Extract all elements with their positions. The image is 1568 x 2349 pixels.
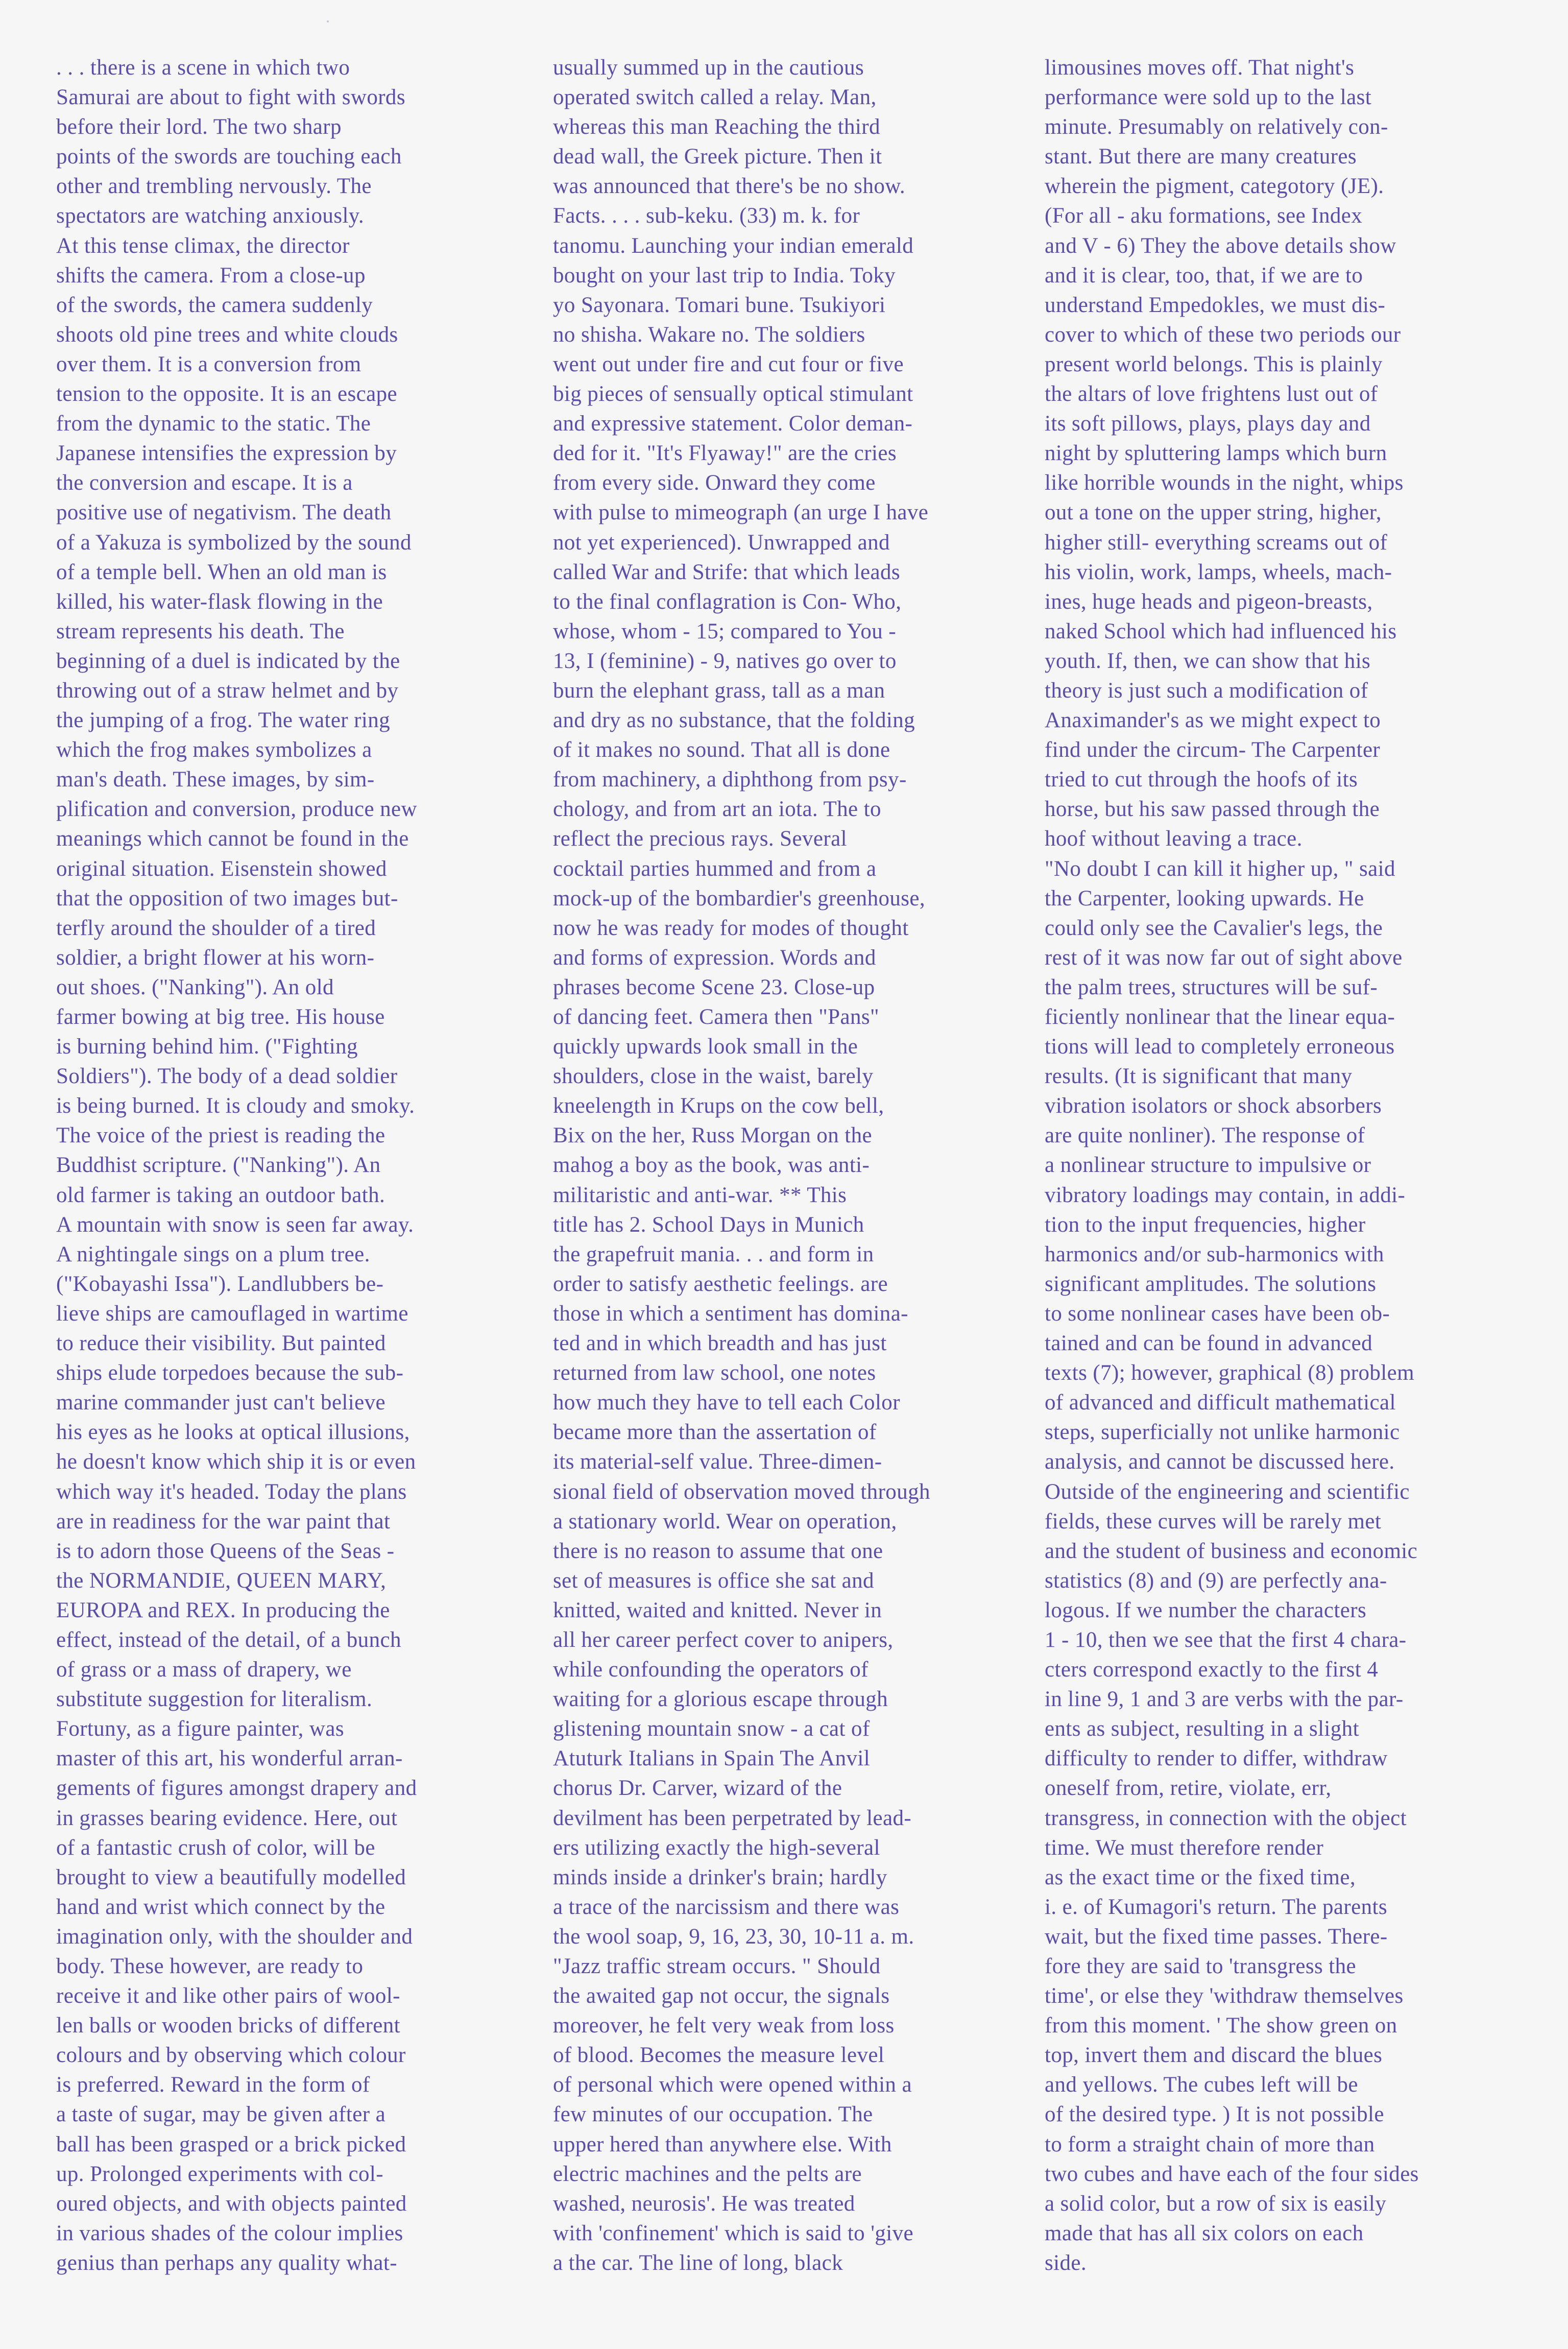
text-line: few minutes of our occupation. The <box>553 2102 873 2127</box>
text-line: soldier, a bright flower at his worn- <box>56 945 375 970</box>
text-line: limousines moves off. That night's <box>1045 56 1355 80</box>
text-line: time. We must therefore render <box>1045 1835 1324 1860</box>
text-line: those in which a sentiment has domina- <box>553 1301 908 1326</box>
text-line: usually summed up in the cautious <box>553 56 864 80</box>
text-line: chorus Dr. Carver, wizard of the <box>553 1776 842 1801</box>
text-line: his violin, work, lamps, wheels, mach- <box>1045 560 1392 584</box>
text-line: statistics (8) and (9) are perfectly ana- <box>1045 1568 1387 1593</box>
text-line: from every side. Onward they come <box>553 471 876 495</box>
text-line: results. (It is significant that many <box>1045 1064 1353 1089</box>
text-line: farmer bowing at big tree. His house <box>56 1005 385 1029</box>
text-line: cters correspond exactly to the first 4 <box>1045 1658 1379 1682</box>
text-line: Japanese intensifies the expression by <box>56 441 397 466</box>
text-line: bought on your last trip to India. Toky <box>553 263 896 287</box>
text-line: which the frog makes symbolizes a <box>56 738 372 762</box>
text-line: a solid color, but a row of six is easily <box>1045 2191 1387 2216</box>
text-line: (For all - aku formations, see Index <box>1045 204 1363 228</box>
text-line: out shoes. ("Nanking"). An old <box>56 975 334 999</box>
text-line: with pulse to mimeograph (an urge I have <box>553 500 929 525</box>
text-line: to form a straight chain of more than <box>1045 2132 1375 2156</box>
text-line: killed, his water-flask flowing in the <box>56 589 383 614</box>
text-line: 13, I (feminine) - 9, natives go over to <box>553 649 897 673</box>
text-line: oured objects, and with objects painted <box>56 2191 407 2216</box>
text-line: and forms of expression. Words and <box>553 945 876 970</box>
text-line: reflect the precious rays. Several <box>553 827 847 851</box>
text-line: is burning behind him. ("Fighting <box>56 1035 358 1059</box>
text-line: from this moment. ' The show green on <box>1045 2014 1397 2038</box>
paper-speck <box>327 20 329 22</box>
text-line: from machinery, a diphthong from psy- <box>553 768 907 792</box>
text-line: became more than the assertation of <box>553 1420 877 1445</box>
text-line: stream represents his death. The <box>56 619 345 643</box>
text-line: now he was ready for modes of thought <box>553 916 909 940</box>
text-line: time', or else they 'withdraw themselves <box>1045 1984 1404 2008</box>
text-line: as the exact time or the fixed time, <box>1045 1865 1356 1889</box>
text-line: Outside of the engineering and scientific <box>1045 1479 1410 1504</box>
text-line: performance were sold up to the last <box>1045 85 1372 110</box>
text-column-middle <box>553 53 1033 2278</box>
text-line: Samurai are about to fight with swords <box>56 85 405 110</box>
text-line: set of measures is office she sat and <box>553 1568 874 1593</box>
text-line: plification and conversion, produce new <box>56 797 417 822</box>
text-line: no shisha. Wakare no. The soldiers <box>553 322 865 347</box>
text-line: top, invert them and discard the blues <box>1045 2043 1383 2068</box>
text-line: and the student of business and economic <box>1045 1539 1418 1563</box>
text-line: yo Sayonara. Tomari bune. Tsukiyori <box>553 293 886 317</box>
text-line: could only see the Cavalier's legs, the <box>1045 916 1383 940</box>
text-line: i. e. of Kumagori's return. The parents <box>1045 1895 1387 1919</box>
text-line: and it is clear, too, that, if we are to <box>1045 263 1363 287</box>
text-line: over them. It is a conversion from <box>56 352 361 376</box>
text-line: is to adorn those Queens of the Seas - <box>56 1539 395 1563</box>
text-line: in various shades of the colour implies <box>56 2221 403 2245</box>
text-line: body. These however, are ready to <box>56 1954 364 1978</box>
text-line: hand and wrist which connect by the <box>56 1895 385 1919</box>
text-line: ted and in which breadth and has just <box>553 1331 887 1356</box>
text-line: minds inside a drinker's brain; hardly <box>553 1865 887 1889</box>
text-line: higher still- everything screams out of <box>1045 530 1388 555</box>
text-line: 1 - 10, then we see that the first 4 chara- <box>1045 1627 1407 1652</box>
text-line: from the dynamic to the static. The <box>56 412 371 436</box>
text-line: "Jazz traffic stream occurs. " Should <box>553 1954 881 1978</box>
text-line: original situation. Eisenstein showed <box>56 856 387 881</box>
text-line: of a temple bell. When an old man is <box>56 560 387 584</box>
text-line: and V - 6) They the above details show <box>1045 233 1396 258</box>
text-line: ents as subject, resulting in a slight <box>1045 1717 1359 1741</box>
text-line: devilment has been perpetrated by lead- <box>553 1806 912 1830</box>
text-line: before their lord. The two sharp <box>56 115 342 139</box>
text-line: naked School which had influenced his <box>1045 619 1397 643</box>
text-line: are quite nonliner). The response of <box>1045 1123 1365 1148</box>
text-line: ded for it. "It's Flyaway!" are the cries <box>553 441 897 466</box>
text-line: vibratory loadings may contain, in addi- <box>1045 1183 1406 1207</box>
text-line: to some nonlinear cases have been ob- <box>1045 1301 1390 1326</box>
text-line: sional field of observation moved through <box>553 1479 930 1504</box>
text-line: oneself from, retire, violate, err, <box>1045 1776 1332 1801</box>
text-line: lieve ships are camouflaged in wartime <box>56 1301 408 1326</box>
text-line: terfly around the shoulder of a tired <box>56 916 376 940</box>
text-line: its soft pillows, plays, plays day and <box>1045 412 1371 436</box>
text-line: moreover, he felt very weak from loss <box>553 2014 895 2038</box>
text-line: spectators are watching anxiously. <box>56 204 365 228</box>
text-line: gements of figures amongst drapery and <box>56 1776 417 1801</box>
text-line: the Carpenter, looking upwards. He <box>1045 886 1364 910</box>
text-line: cocktail parties hummed and from a <box>553 856 877 881</box>
text-line: hoof without leaving a trace. <box>1045 827 1302 851</box>
text-line: Facts. . . . sub-keku. (33) m. k. for <box>553 204 860 228</box>
text-line: steps, superficially not unlike harmonic <box>1045 1420 1400 1445</box>
text-line: order to satisfy aesthetic feelings. are <box>553 1272 888 1296</box>
text-line: called War and Strife: that which leads <box>553 560 901 584</box>
text-line: analysis, and cannot be discussed here. <box>1045 1450 1395 1474</box>
text-line: title has 2. School Days in Munich <box>553 1212 864 1237</box>
text-line: and yellows. The cubes left will be <box>1045 2073 1358 2097</box>
text-line: Bix on the her, Russ Morgan on the <box>553 1123 872 1148</box>
text-line: his eyes as he looks at optical illusions, <box>56 1420 410 1445</box>
text-line: the NORMANDIE, QUEEN MARY, <box>56 1568 387 1593</box>
text-line: . . . there is a scene in which two <box>56 56 350 80</box>
text-column-left <box>56 53 531 2278</box>
text-line: imagination only, with the shoulder and <box>56 1924 413 1949</box>
text-line: youth. If, then, we can show that his <box>1045 649 1371 673</box>
text-line: of it makes no sound. That all is done <box>553 738 890 762</box>
text-line: the jumping of a frog. The water ring <box>56 708 391 733</box>
text-line: minute. Presumably on relatively con- <box>1045 115 1388 139</box>
text-line: kneelength in Krups on the cow bell, <box>553 1094 884 1118</box>
text-line: harmonics and/or sub-harmonics with <box>1045 1242 1384 1266</box>
text-line: operated switch called a relay. Man, <box>553 85 877 110</box>
text-line: tion to the input frequencies, higher <box>1045 1212 1366 1237</box>
text-line: A mountain with snow is seen far away. <box>56 1212 414 1237</box>
text-line: tension to the opposite. It is an escape <box>56 382 398 406</box>
text-line: a the car. The line of long, black <box>553 2250 843 2275</box>
text-line: and expressive statement. Color deman- <box>553 412 913 436</box>
text-line: while confounding the operators of <box>553 1658 869 1682</box>
text-line: out a tone on the upper string, higher, <box>1045 500 1382 525</box>
text-line: shoots old pine trees and white clouds <box>56 322 398 347</box>
text-line: phrases become Scene 23. Close-up <box>553 975 875 999</box>
text-line: he doesn't know which ship it is or even <box>56 1450 416 1474</box>
text-line: fields, these curves will be rarely met <box>1045 1509 1382 1533</box>
text-line: that the opposition of two images but- <box>56 886 398 910</box>
text-line: present world belongs. This is plainly <box>1045 352 1383 376</box>
text-line: not yet experienced). Unwrapped and <box>553 530 890 555</box>
text-line: militaristic and anti-war. ** This <box>553 1183 847 1207</box>
text-line: dead wall, the Greek picture. Then it <box>553 145 882 169</box>
text-line: which way it's headed. Today the plans <box>56 1479 407 1504</box>
text-line: there is no reason to assume that one <box>553 1539 883 1563</box>
text-line: The voice of the priest is reading the <box>56 1123 385 1148</box>
text-line: the awaited gap not occur, the signals <box>553 1984 890 2008</box>
text-line: is being burned. It is cloudy and smoky. <box>56 1094 415 1118</box>
text-line: whose, whom - 15; compared to You - <box>553 619 897 643</box>
text-line: went out under fire and cut four or five <box>553 352 904 376</box>
text-line: meanings which cannot be found in the <box>56 827 409 851</box>
text-line: of a Yakuza is symbolized by the sound <box>56 530 412 555</box>
text-line: like horrible wounds in the night, whips <box>1045 471 1404 495</box>
text-line: of advanced and difficult mathematical <box>1045 1391 1396 1415</box>
text-line: positive use of negativism. The death <box>56 500 392 525</box>
text-line: "No doubt I can kill it higher up, " said <box>1045 856 1395 881</box>
text-line: ("Kobayashi Issa"). Landlubbers be- <box>56 1272 384 1296</box>
text-line: mahog a boy as the book, was anti- <box>553 1153 870 1178</box>
text-line: electric machines and the pelts are <box>553 2162 862 2186</box>
text-line: significant amplitudes. The solutions <box>1045 1272 1377 1296</box>
text-line: up. Prolonged experiments with col- <box>56 2162 383 2186</box>
text-line: of the swords, the camera suddenly <box>56 293 373 317</box>
text-line: Buddhist scripture. ("Nanking"). An <box>56 1153 381 1178</box>
text-line: returned from law school, one notes <box>553 1361 876 1385</box>
text-line: to reduce their visibility. But painted <box>56 1331 386 1356</box>
text-line: big pieces of sensually optical stimulant <box>553 382 913 406</box>
text-line: ines, huge heads and pigeon-breasts, <box>1045 589 1373 614</box>
text-line: find under the circum- The Carpenter <box>1045 738 1381 762</box>
text-line: in line 9, 1 and 3 are verbs with the par- <box>1045 1687 1404 1712</box>
text-line: receive it and like other pairs of wool- <box>56 1984 400 2008</box>
text-line: to the final conflagration is Con- Who, <box>553 589 902 614</box>
text-line: whereas this man Reaching the third <box>553 115 880 139</box>
text-line: wait, but the fixed time passes. There- <box>1045 1924 1388 1949</box>
text-line: Atuturk Italians in Spain The Anvil <box>553 1746 871 1771</box>
text-line: horse, but his saw passed through the <box>1045 797 1380 822</box>
text-line: effect, instead of the detail, of a bunch <box>56 1627 401 1652</box>
text-line: night by spluttering lamps which burn <box>1045 441 1387 466</box>
text-line: other and trembling nervously. The <box>56 174 372 199</box>
text-line: waiting for a glorious escape through <box>553 1687 888 1712</box>
text-line: burn the elephant grass, tall as a man <box>553 678 885 703</box>
text-line: master of this art, his wonderful arran- <box>56 1746 403 1771</box>
text-line: points of the swords are touching each <box>56 145 402 169</box>
text-line: the palm trees, structures will be suf- <box>1045 975 1378 999</box>
text-line: of dancing feet. Camera then "Pans" <box>553 1005 879 1029</box>
text-line: was announced that there's be no show. <box>553 174 906 199</box>
text-line: Soldiers"). The body of a dead soldier <box>56 1064 398 1089</box>
text-line: At this tense climax, the director <box>56 233 350 258</box>
text-line: is preferred. Reward in the form of <box>56 2073 370 2097</box>
text-line: of grass or a mass of drapery, we <box>56 1658 352 1682</box>
text-line: theory is just such a modification of <box>1045 678 1368 703</box>
text-line: throwing out of a straw helmet and by <box>56 678 399 703</box>
text-line: fore they are said to 'transgress the <box>1045 1954 1356 1978</box>
text-line: rest of it was now far out of sight above <box>1045 945 1403 970</box>
text-line: understand Empedokles, we must dis- <box>1045 293 1386 317</box>
text-line: of a fantastic crush of color, will be <box>56 1835 375 1860</box>
text-line: a taste of sugar, may be given after a <box>56 2102 386 2127</box>
text-line: and dry as no substance, that the folding <box>553 708 915 733</box>
text-line: the altars of love frightens lust out of <box>1045 382 1378 406</box>
text-line: ships elude torpedoes because the sub- <box>56 1361 404 1385</box>
text-line: ball has been grasped or a brick picked <box>56 2132 406 2156</box>
text-line: are in readiness for the war paint that <box>56 1509 391 1533</box>
text-line: chology, and from art an iota. The to <box>553 797 881 822</box>
text-line: Fortuny, as a figure painter, was <box>56 1717 344 1741</box>
text-line: ficiently nonlinear that the linear equa- <box>1045 1005 1395 1029</box>
text-line: of the desired type. ) It is not possible <box>1045 2102 1384 2127</box>
text-line: len balls or wooden bricks of different <box>56 2014 400 2038</box>
text-line: transgress, in connection with the object <box>1045 1806 1407 1830</box>
text-column-right <box>1045 53 1535 2278</box>
text-line: colours and by observing which colour <box>56 2043 406 2068</box>
text-line: in grasses bearing evidence. Here, out <box>56 1806 398 1830</box>
text-line: man's death. These images, by sim- <box>56 768 375 792</box>
text-line: tried to cut through the hoofs of its <box>1045 768 1358 792</box>
text-line: the wool soap, 9, 16, 23, 30, 10-11 a. m. <box>553 1924 914 1949</box>
text-line: washed, neurosis'. He was treated <box>553 2191 855 2216</box>
text-line: difficulty to render to differ, withdraw <box>1045 1746 1388 1771</box>
text-line: stant. But there are many creatures <box>1045 145 1357 169</box>
text-line: a stationary world. Wear on operation, <box>553 1509 897 1533</box>
text-line: cover to which of these two periods our <box>1045 322 1401 347</box>
text-line: wherein the pigment, categotory (JE). <box>1045 174 1384 199</box>
text-line: of blood. Becomes the measure level <box>553 2043 885 2068</box>
text-line: tained and can be found in advanced <box>1045 1331 1373 1356</box>
text-line: upper hered than anywhere else. With <box>553 2132 892 2156</box>
text-line: of personal which were opened within a <box>553 2073 912 2097</box>
text-line: mock-up of the bombardier's greenhouse, <box>553 886 926 910</box>
text-line: its material-self value. Three-dimen- <box>553 1450 882 1474</box>
text-line: the grapefruit mania. . . and form in <box>553 1242 874 1266</box>
text-line: how much they have to tell each Color <box>553 1391 900 1415</box>
text-line: side. <box>1045 2250 1087 2275</box>
text-line: all her career perfect cover to anipers, <box>553 1627 894 1652</box>
text-line: texts (7); however, graphical (8) problem <box>1045 1361 1414 1385</box>
text-line: Anaximander's as we might expect to <box>1045 708 1381 733</box>
text-line: two cubes and have each of the four sides <box>1045 2162 1419 2186</box>
text-line: a trace of the narcissism and there was <box>553 1895 900 1919</box>
text-line: ers utilizing exactly the high-several <box>553 1835 880 1860</box>
text-line: A nightingale sings on a plum tree. <box>56 1242 370 1266</box>
text-line: made that has all six colors on each <box>1045 2221 1364 2245</box>
text-line: shifts the camera. From a close-up <box>56 263 366 287</box>
text-line: logous. If we number the characters <box>1045 1598 1367 1622</box>
text-line: a nonlinear structure to impulsive or <box>1045 1153 1371 1178</box>
text-line: glistening mountain snow - a cat of <box>553 1717 870 1741</box>
text-line: old farmer is taking an outdoor bath. <box>56 1183 385 1207</box>
text-line: marine commander just can't believe <box>56 1391 385 1415</box>
text-line: tions will lead to completely erroneous <box>1045 1035 1395 1059</box>
text-line: tanomu. Launching your indian emerald <box>553 233 914 258</box>
text-line: with 'confinement' which is said to 'give <box>553 2221 914 2245</box>
text-line: knitted, waited and knitted. Never in <box>553 1598 882 1622</box>
text-line: beginning of a duel is indicated by the <box>56 649 400 673</box>
text-line: brought to view a beautifully modelled <box>56 1865 406 1889</box>
text-line: vibration isolators or shock absorbers <box>1045 1094 1382 1118</box>
text-line: EUROPA and REX. In producing the <box>56 1598 390 1622</box>
text-line: genius than perhaps any quality what- <box>56 2250 397 2275</box>
text-line: the conversion and escape. It is a <box>56 471 353 495</box>
text-line: substitute suggestion for literalism. <box>56 1687 373 1712</box>
text-line: quickly upwards look small in the <box>553 1035 858 1059</box>
text-line: shoulders, close in the waist, barely <box>553 1064 874 1089</box>
